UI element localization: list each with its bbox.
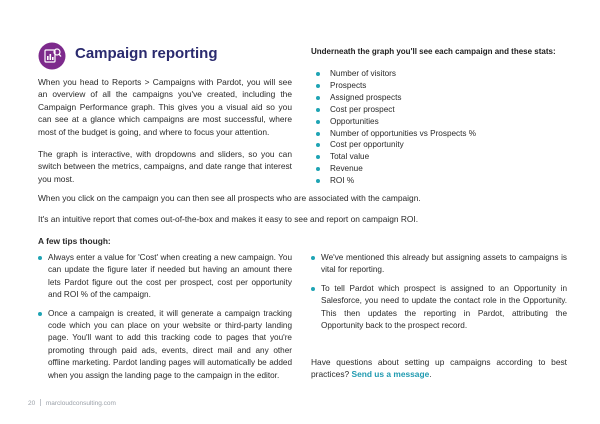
page-title: Campaign reporting	[75, 45, 218, 62]
body-paragraph-3: When you click on the campaign you can then see all prospects who are associated with the campaign.	[38, 193, 421, 203]
list-item: Number of visitors	[316, 68, 566, 80]
list-item: Assigned prospects	[316, 92, 566, 104]
send-message-link[interactable]: Send us a message	[351, 369, 430, 380]
stats-list	[316, 68, 566, 187]
intro-paragraph-2: The graph is interactive, with dropdowns and sliders, so you can switch between the metrics, campaigns, and date range that interest you most.	[38, 149, 292, 184]
list-item: Revenue	[316, 163, 566, 175]
list-item: Cost per prospect	[316, 104, 566, 116]
bar-chart-report-icon	[38, 42, 66, 70]
list-item: Once a campaign is created, it will generate a campaign tracking code which you can place on your website or third-party landing page. You'll want to add this tracking code to pages that you're promoting through paid ads, events, direct mail and any other offline marketing. Pardot landing pages will automatically be added when you assign the landing page to the campaign in the editor.	[38, 308, 292, 382]
list-item: Number of opportunities vs Prospects %	[316, 128, 566, 140]
intro-paragraph-1: When you head to Reports > Campaigns with Pardot, you will see an overview of all the campaigns you've created, including the Campaign Performance graph. This gives you a visual aid so you can see at a glance which campaigns are most successful, where most of the budget is going, and where to focus your attention.	[38, 77, 292, 137]
body-paragraph-4: It's an intuitive report that comes out-of-the-box and makes it easy to see and report on campaign ROI.	[38, 214, 419, 224]
list-item: Prospects	[316, 80, 566, 92]
tips-list-right	[311, 252, 567, 338]
list-item: Total value	[316, 151, 566, 163]
page-number: 20	[28, 400, 36, 407]
footer	[28, 399, 116, 407]
closing-paragraph	[311, 356, 567, 381]
footer-site: marcloudconsulting.com	[45, 400, 116, 407]
list-item: Always enter a value for 'Cost' when creating a new campaign. You can update the figure later if needed but having an amount there lets Pardot figure out the cost per prospect, cost per opportunity and ROI % of the campaign.	[38, 252, 292, 302]
list-item: To tell Pardot which prospect is assigned to an Opportunity in Salesforce, you need to update the contact role in the Opportunity. This then updates the reporting in Pardot, attributing the Opportunity back to the prospect record.	[311, 283, 567, 333]
tips-heading: A few tips though:	[38, 236, 111, 246]
closing-end: .	[429, 369, 432, 380]
list-item: ROI %	[316, 175, 566, 187]
closing-text: Have questions about setting up campaigns according to best practices?	[311, 357, 567, 380]
stats-heading: Underneath the graph you'll see each campaign and these stats:	[311, 47, 556, 56]
list-item: Opportunities	[316, 116, 566, 128]
tips-list-left	[38, 252, 292, 388]
list-item: We've mentioned this already but assigning assets to campaigns is vital for reporting.	[311, 252, 567, 277]
list-item: Cost per opportunity	[316, 139, 566, 151]
footer-divider	[40, 399, 41, 406]
